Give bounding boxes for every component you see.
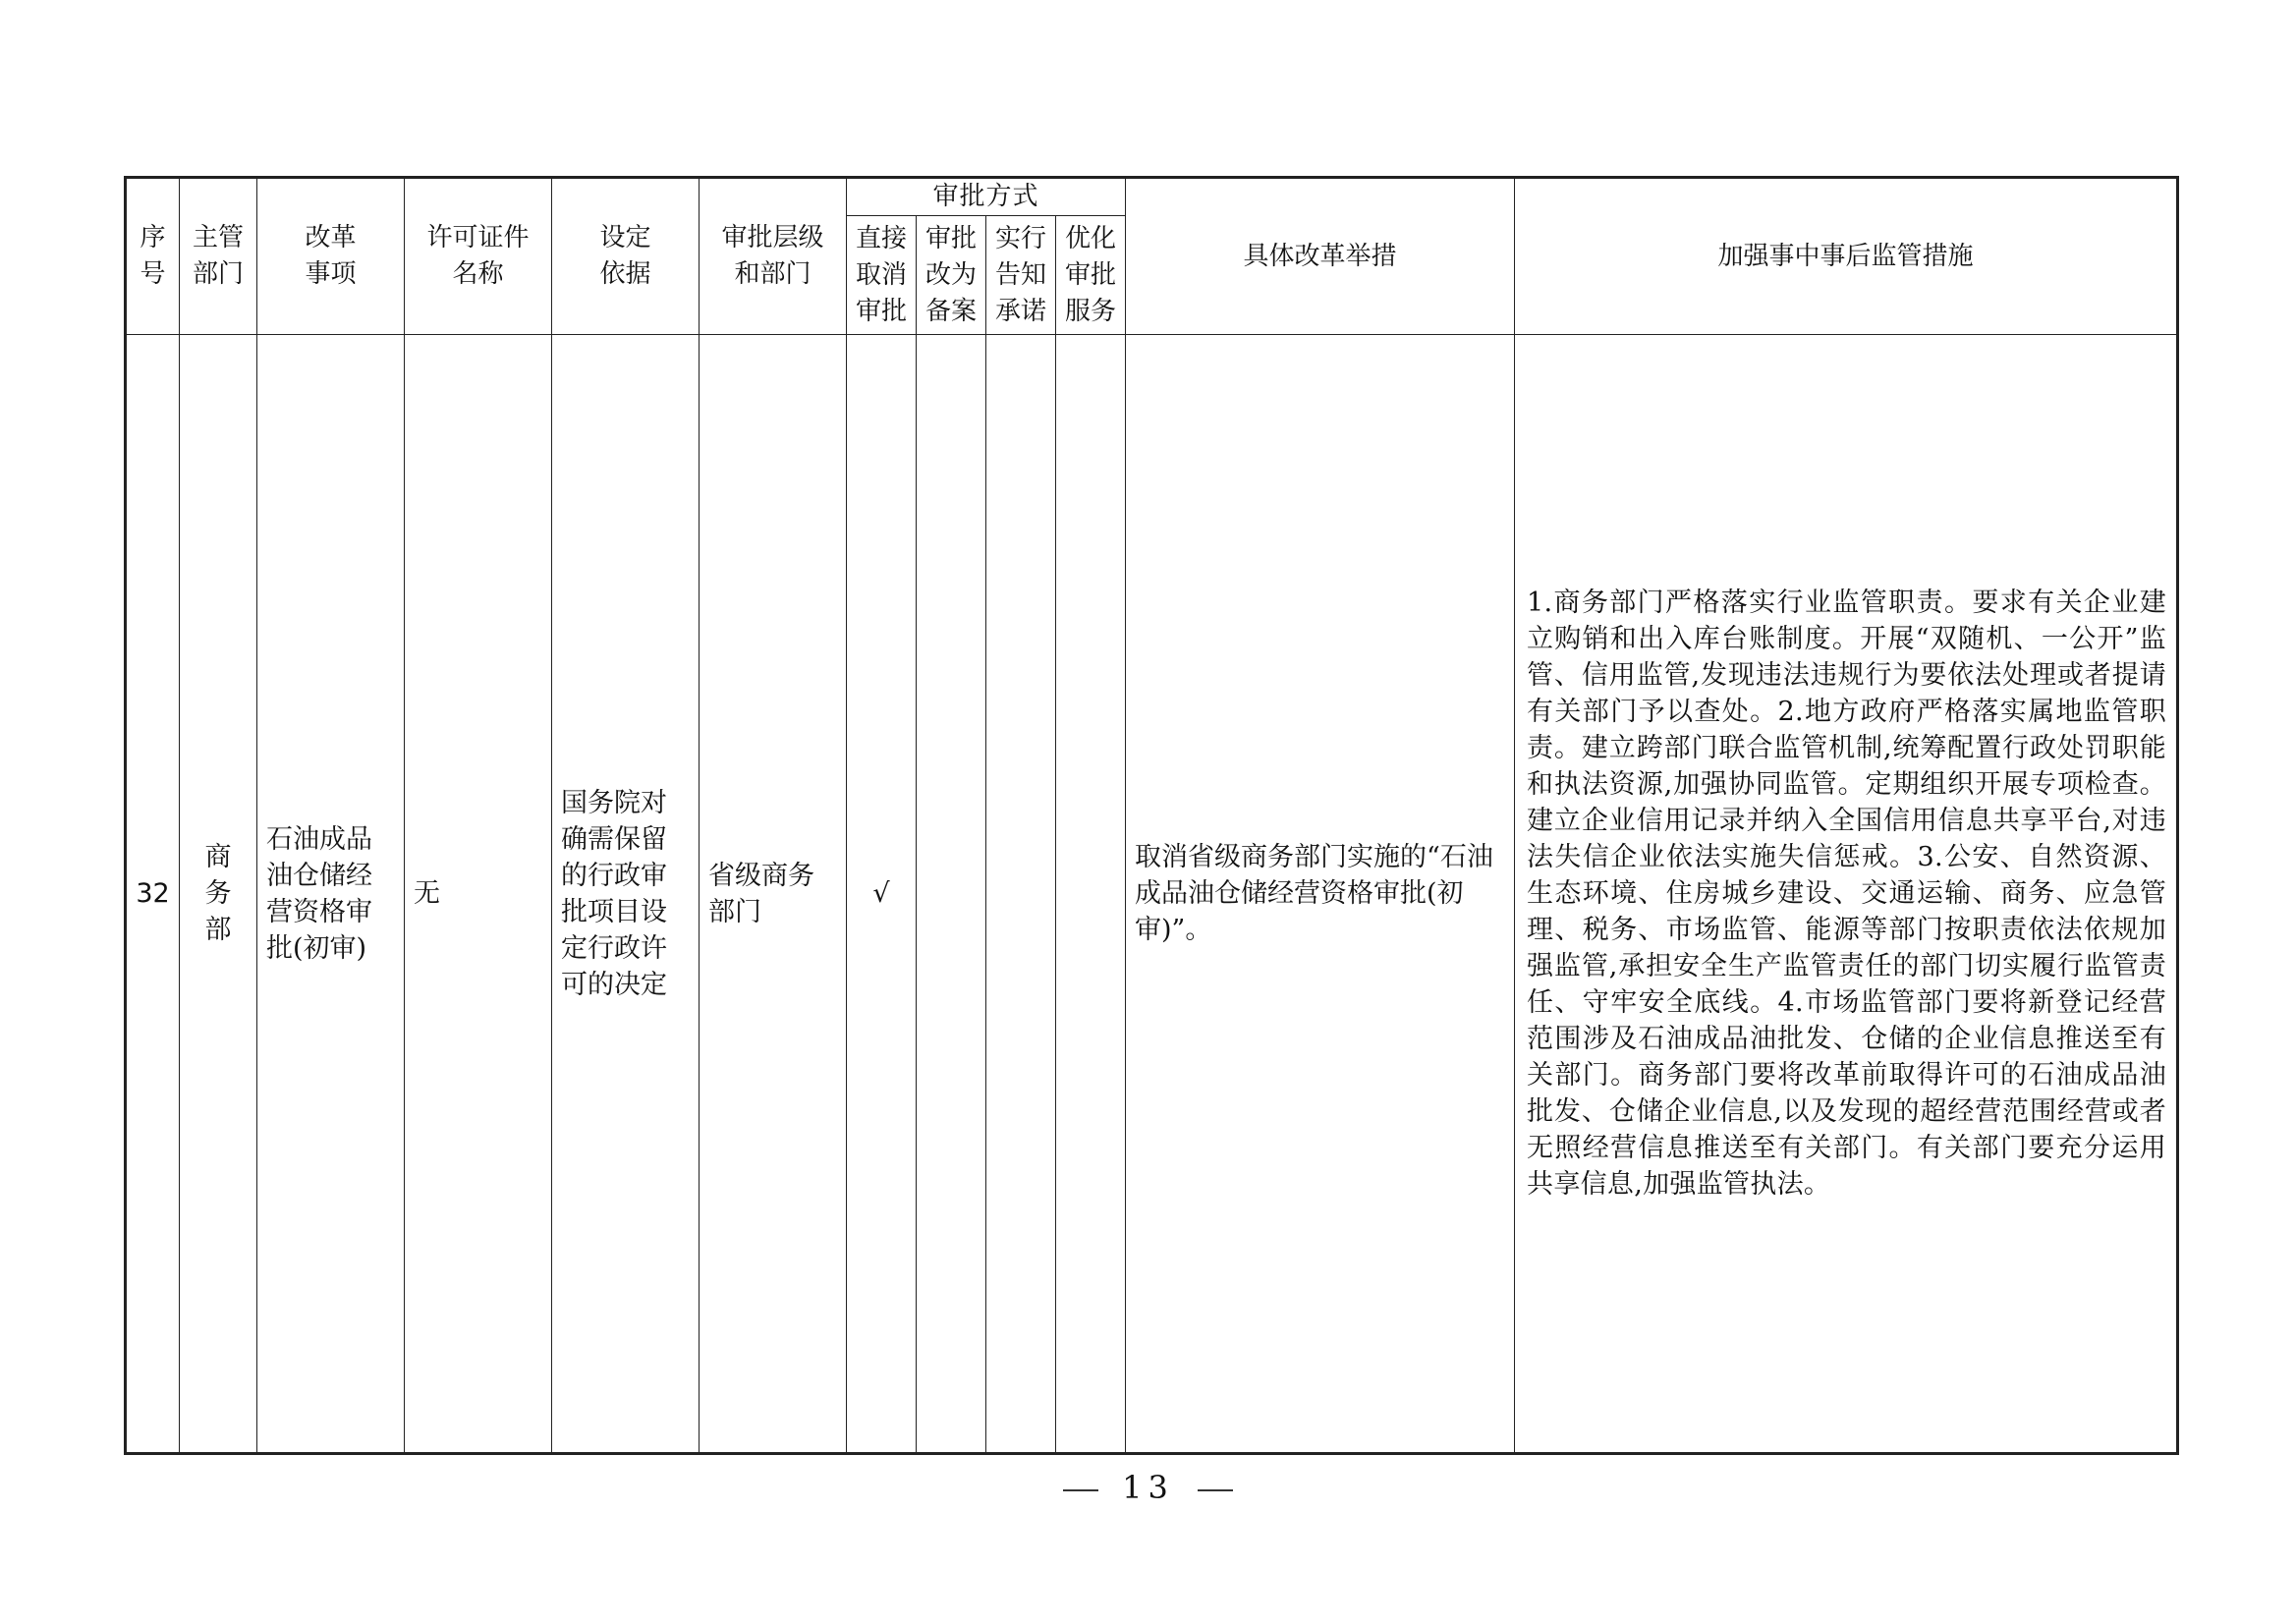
- footer-dash-left: [1063, 1489, 1098, 1491]
- row-method-notify: [986, 335, 1056, 1454]
- header-department: 主管 部门: [180, 178, 257, 335]
- header-method-filing: 审批 改为 备案: [917, 216, 986, 335]
- header-measures: 具体改革举措: [1126, 178, 1515, 335]
- header-supervision: 加强事中事后监管措施: [1515, 178, 2178, 335]
- row-basis: 国务院对 确需保留 的行政审 批项目设 定行政许 可的决定: [552, 335, 700, 1454]
- row-method-filing: [917, 335, 986, 1454]
- header-basis: 设定 依据: [552, 178, 700, 335]
- row-reform-item: 石油成品 油仓储经 营资格审 批(初审): [257, 335, 405, 1454]
- reform-table: [124, 176, 2179, 1455]
- row-method-cancel-check: √: [847, 335, 917, 1454]
- table-row: [126, 335, 2178, 1454]
- header-method-cancel: 直接 取消 审批: [847, 216, 917, 335]
- row-approval-level: 省级商务 部门: [700, 335, 847, 1454]
- header-license-name: 许可证件 名称: [405, 178, 552, 335]
- row-license-name: 无: [405, 335, 552, 1454]
- row-department: 商 务 部: [180, 335, 257, 1454]
- header-index: 序 号: [126, 178, 180, 335]
- page-number: 13: [1122, 1469, 1174, 1506]
- footer-dash-right: [1198, 1489, 1233, 1491]
- row-measures: 取消省级商务部门实施的“石油成品油仓储经营资格审批(初审)”。: [1126, 335, 1515, 1454]
- row-method-optimize: [1056, 335, 1126, 1454]
- header-method-notify: 实行 告知 承诺: [986, 216, 1056, 335]
- row-index: 32: [126, 335, 180, 1454]
- page-footer: [0, 1468, 2296, 1507]
- header-method-optimize: 优化 审批 服务: [1056, 216, 1126, 335]
- row-supervision: 1.商务部门严格落实行业监管职责。要求有关企业建立购销和出入库台账制度。开展“双随机、一公开”监管、信用监管,发现违法违规行为要依法处理或者提请有关部门予以查处。2.地方政府严格落实属地监管职责。建立跨部门联合监管机制,统筹配置行政处罚职能和执法资源,加强协同监管。定期组织开展专项检查。建立企业信用记录并纳入全国信用信息共享平台,对违法失信企业依法实施失信惩戒。3.公安、自然资源、生态环境、住房城乡建设、交通运输、商务、应急管理、税务、市场监管、能源等部门按职责依法依规加强监管,承担安全生产监管责任的部门切实履行监管责任、守牢安全底线。4.市场监管部门要将新登记经营范围涉及石油成品油批发、仓储的企业信息推送至有关部门。商务部门要将改革前取得许可的石油成品油批发、仓储企业信息,以及发现的超经营范围经营或者无照经营信息推送至有关部门。有关部门要充分运用共享信息,加强监管执法。: [1515, 335, 2178, 1454]
- header-approval-method: 审批方式: [847, 178, 1126, 216]
- header-approval-level: 审批层级 和部门: [700, 178, 847, 335]
- header-reform-item: 改革 事项: [257, 178, 405, 335]
- table-header: [126, 178, 2178, 335]
